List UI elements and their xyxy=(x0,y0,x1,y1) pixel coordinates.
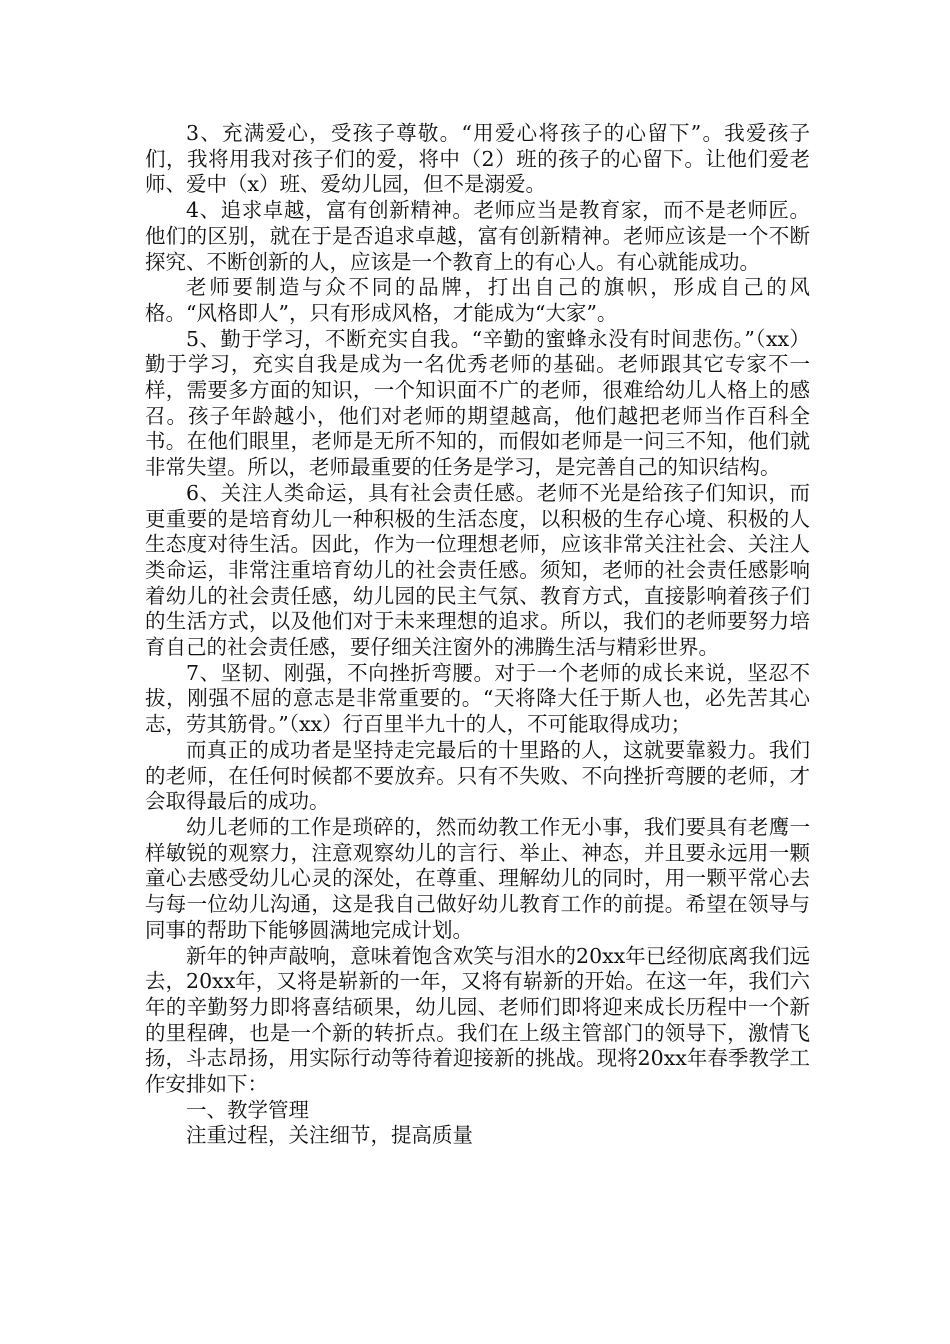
paragraph-own-style: 老师要制造与众不同的品牌，打出自己的旗帜，形成自己的风格。“风格即人”，只有形成风格，才能成为“大家”。 xyxy=(145,275,810,325)
document-body xyxy=(145,121,810,1149)
paragraph-focus-process: 注重过程，关注细节，提高质量 xyxy=(186,1123,473,1148)
paragraph-social-responsibility: 6、关注人类命运，具有社会责任感。老师不光是给孩子们知识，而更重要的是培育幼儿一种积极的生活态度，以积极的生存心境、积极的人生态度对待生活。因此，作为一位理想老师，应该非常关注社会、关注人类命运，非常注重培育幼儿的社会责任感。须知，老师的社会责任感影响着幼儿的社会责任感，幼儿园的民主气氛、教育方式，直接影响着孩子们的生活方式，以及他们对于未来理想的追求。所以，我们的老师要努力培育自己的社会责任感，要仔细关注窗外的沸腾生活与精彩世界。 xyxy=(145,480,810,660)
paragraph-caring-love: 3、充满爱心，受孩子尊敬。“用爱心将孩子的心留下”。我爱孩子们，我将用我对孩子们的爱，将中（2）班的孩子的心留下。让他们爱老师、爱中（x）班、爱幼儿园，但不是溺爱。 xyxy=(145,121,810,197)
paragraph-new-year: 新年的钟声敲响，意味着饱含欢笑与泪水的20xx年已经彻底离我们远去，20xx年，又将是崭新的一年，又将有崭新的开始。在这一年，我们六年的辛勤努力即将喜结硕果，幼儿园、老师们即将迎来成长历程中一个新的里程碑，也是一个新的转折点。我们在上级主管部门的领导下，激情飞扬，斗志昂扬，用实际行动等待着迎接新的挑战。现将20xx年春季教学工作安排如下： xyxy=(145,943,810,1097)
paragraph-teacher-work: 幼儿老师的工作是琐碎的，然而幼教工作无小事，我们要具有老鹰一样敏锐的观察力，注意观察幼儿的言行、举止、神态，并且要永远用一颗童心去感受幼儿心灵的深处，在尊重、理解幼儿的同时，用一颗平常心去与每一位幼儿沟通，这是我自己做好幼儿教育工作的前提。希望在领导与同事的帮助下能够圆满地完成计划。 xyxy=(145,814,810,942)
paragraph-diligent-learning: 5、勤于学习，不断充实自我。“辛勤的蜜蜂永没有时间悲伤。”（xx）勤于学习，充实自我是成为一名优秀老师的基础。老师跟其它专家不一样，需要多方面的知识，一个知识面不广的老师，很难给幼儿人格上的感召。孩子年龄越小，他们对老师的期望越高，他们越把老师当作百科全书。在他们眼里，老师是无所不知的，而假如老师是一问三不知，他们就非常失望。所以，老师最重要的任务是学习，是完善自己的知识结构。 xyxy=(145,326,810,480)
paragraph-true-success: 而真正的成功者是坚持走完最后的十里路的人，这就要靠毅力。我们的老师，在任何时候都不要放弃。只有不失败、不向挫折弯腰的老师，才会取得最后的成功。 xyxy=(145,737,810,814)
paragraph-perseverance: 7、坚韧、刚强，不向挫折弯腰。对于一个老师的成长来说，坚忍不拔，刚强不屈的意志是非常重要的。“天将降大任于斯人也，必先苦其心志，劳其筋骨。”（xx）行百里半九十的人，不可能取得成功； xyxy=(145,660,810,737)
section-heading-teaching-management: 一、教学管理 xyxy=(186,1097,309,1122)
paragraph-pursue-excellence: 4、追求卓越，富有创新精神。老师应当是教育家，而不是老师匠。他们的区别，就在于是否追求卓越，富有创新精神。老师应该是一个不断探究、不断创新的人，应该是一个教育上的有心人。有心就能成功。 xyxy=(145,198,810,274)
